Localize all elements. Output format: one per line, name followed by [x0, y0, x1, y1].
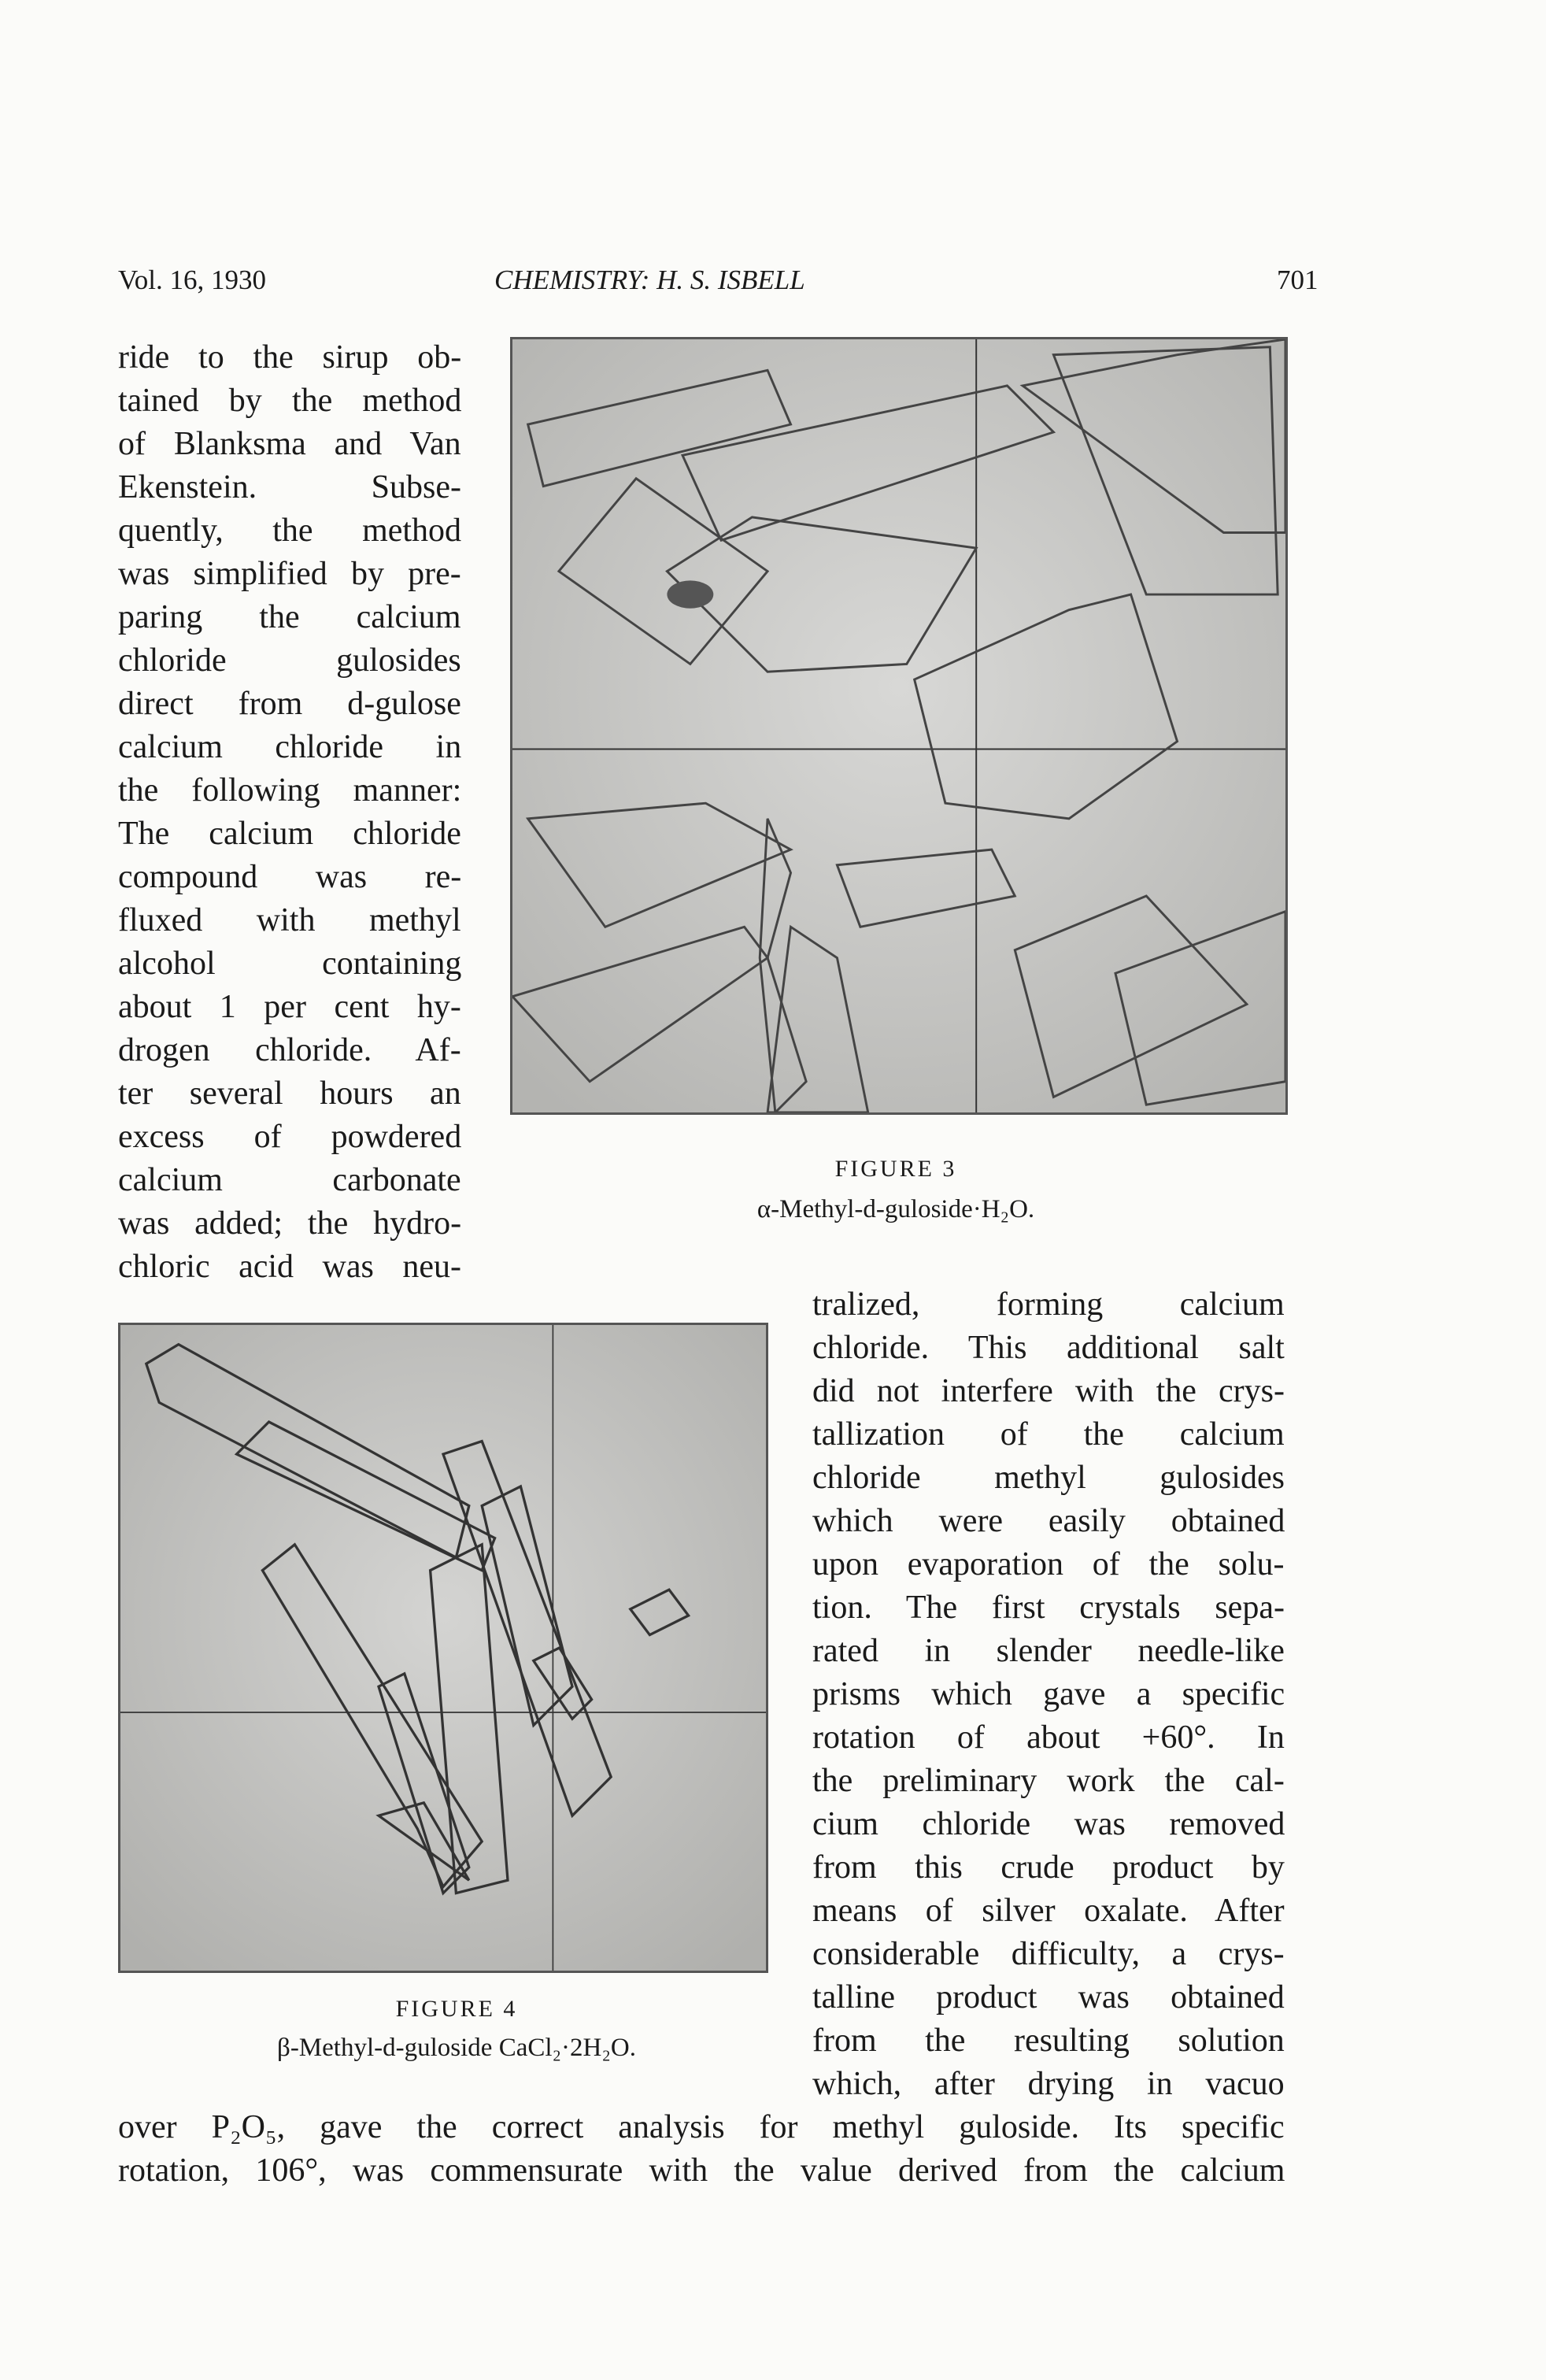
text-line: fluxed with methyl	[118, 902, 461, 938]
text-line: chloric acid was neu-	[118, 1249, 462, 1285]
text-line: over P₂O₅, gave the correct analysis for methyl guloside. Its specific	[118, 2109, 1285, 2145]
text-line: tained by the method	[118, 383, 462, 419]
figure-4-caption: β-Methyl-d-guloside CaCl₂·2H₂O.	[277, 2034, 636, 2062]
text-line: ter several hours an	[118, 1075, 461, 1112]
text-line: chloride gulosides	[118, 642, 461, 679]
text-line: from the resulting solution	[812, 2023, 1285, 2059]
text-line: considerable difficulty, a crys-	[812, 1936, 1285, 1972]
text-line: tralized, forming calcium	[812, 1286, 1285, 1323]
figure-3-photomicrograph	[510, 337, 1288, 1115]
text-line: rated in slender needle-like	[812, 1633, 1285, 1669]
text-line: from this crude product by	[812, 1849, 1285, 1886]
text-line: was simplified by pre-	[118, 556, 461, 592]
text-line: calcium chloride in	[118, 729, 462, 765]
text-line: talline product was obtained	[812, 1979, 1285, 2015]
text-line: quently, the method	[118, 513, 462, 549]
text-line: of Blanksma and Van	[118, 426, 461, 462]
text-line: upon evaporation of the solu-	[812, 1546, 1285, 1582]
text-line: about 1 per cent hy-	[118, 989, 461, 1025]
running-head-volume: Vol. 16, 1930	[118, 265, 266, 295]
text-line: calcium carbonate	[118, 1162, 461, 1198]
text-line: excess of powdered	[118, 1119, 462, 1155]
figure-3-caption: α-Methyl-d-guloside·H₂O.	[756, 1195, 1035, 1223]
text-line: chloride. This additional salt	[812, 1330, 1285, 1366]
figure-4-photomicrograph	[118, 1323, 768, 1973]
text-line: rotation, 106°, was commensurate with the value derived from the calcium	[118, 2152, 1285, 2189]
text-line: The calcium chloride	[118, 816, 461, 852]
text-line: paring the calcium	[118, 599, 461, 635]
figure-4-label: FIGURE 4	[395, 1996, 518, 2022]
text-line: prisms which gave a specific	[812, 1676, 1285, 1712]
figure-3-label: FIGURE 3	[834, 1156, 957, 1182]
text-line: Ekenstein. Subse-	[118, 469, 461, 505]
text-line: tion. The first crystals sepa-	[812, 1590, 1285, 1626]
text-line: which, after drying in vacuo	[812, 2066, 1285, 2102]
text-line: rotation of about +60°. In	[812, 1719, 1285, 1756]
text-line: chloride methyl gulosides	[812, 1460, 1285, 1496]
text-line: which were easily obtained	[812, 1503, 1285, 1539]
text-line: was added; the hydro-	[118, 1205, 462, 1242]
text-line: cium chloride was removed	[812, 1806, 1285, 1842]
page-number: 701	[1277, 265, 1319, 295]
text-line: the following manner:	[118, 772, 462, 809]
text-line: ride to the sirup ob-	[118, 339, 462, 376]
text-line: direct from d-gulose	[118, 686, 461, 722]
running-head-title: CHEMISTRY: H. S. ISBELL	[494, 265, 805, 295]
text-line: tallization of the calcium	[812, 1416, 1285, 1453]
text-line: compound was re-	[118, 859, 462, 895]
text-line: did not interfere with the crys-	[812, 1373, 1285, 1409]
text-line: alcohol containing	[118, 946, 462, 982]
text-line: the preliminary work the cal-	[812, 1763, 1285, 1799]
text-line: means of silver oxalate. After	[812, 1893, 1285, 1929]
text-line: drogen chloride. Af-	[118, 1032, 461, 1068]
